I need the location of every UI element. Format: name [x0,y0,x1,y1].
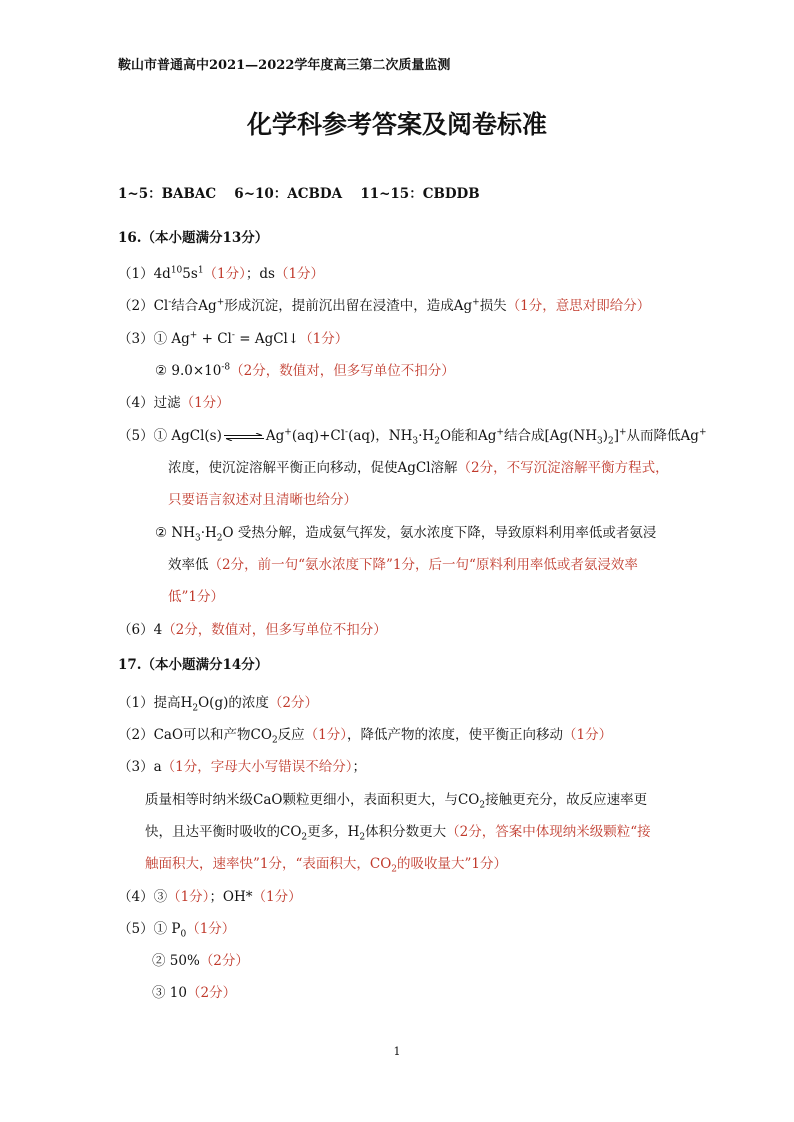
q16-answer-5-2-line2: 效率低（2分，前一句“氨水浓度下降”1分，后一句“原料利用率低或者氨浸效率 [168,557,638,573]
q16-answer-5-1: （5）① AgCl(s) Ag+(aq)+Cl-(aq)，$NH_3\cdot H_2O$能和Ag+结合成$[Ag(NH_3)_2]^+$从而降低Ag+ [118,427,707,447]
q16-answer-1: $(1)4d^{10}5s^1(1$分）；ds（1分） [118,265,325,282]
q16-heading: 16.（本小题满分13分） [118,230,269,246]
q16-answer-2: （2）Cl-结合Ag+形成沉淀，提前沉出留在浸渣中，造成Ag+损失（1分，意思对即给分） [118,297,651,314]
q16-answer-4: （4）过滤（1分） [118,395,230,411]
q17-answer-3-line4: 触面积大，速率快”1分，“表面积大，$CO_2$的吸收量大”1分） [145,856,508,875]
q17-answer-4: （4）③（1分）；OH*（1分） [118,889,302,905]
q17-answer-5-1: （5）① $P_0(1$分） [118,921,236,940]
q16-answer-3-2: ② $9.0\times 10^{-8}(2$分，数值对，但多写单位不扣分） [155,362,455,379]
q16-answer-6: （6）4（2分，数值对，但多写单位不扣分） [118,622,387,638]
q16-answer-5-2: ② $NH_3\cdot H_2O$ 受热分解，造成氨气挥发，氨水浓度下降，导致原料利用率低或者氨浸 [155,525,657,544]
page-number: 1 [393,1045,401,1058]
q17-answer-5-2: ② 50%（2分） [152,953,249,969]
exam-header: 鞍山市普通高中2021—2022学年度高三第二次质量监测 [118,58,451,73]
q17-answer-3-line3: 快，且达平衡时吸收的$CO_2$更多，$H_2$体积分数更大（2分，答案中体现纳米级颗粒“接 [145,824,651,843]
q17-answer-3-line2: 质量相等时纳米级CaO颗粒更细小，表面积更大，与$CO_2$接触更充分，故反应速率更 [145,792,648,811]
q16-answer-5-2-line3: 低”1分） [168,589,224,605]
q16-answer-3-1: （3）① Ag+ + Cl- = AgCl↓（1分） [118,330,349,347]
q16-answer-5-1-line3: 只要语言叙述对且清晰也给分） [168,492,357,508]
page-title: 化学科参考答案及阅卷标准 [246,110,547,139]
q17-answer-1: （1）提高$H_2O(g)$的浓度（2分） [118,695,318,714]
q16-answer-5-1-line2: 浓度，使沉淀溶解平衡正向移动，促使AgCl溶解（2分，不写沉淀溶解平衡方程式， [168,460,669,476]
q17-heading: 17.（本小题满分14分） [118,657,269,673]
q17-answer-5-3: ③ 10（2分） [152,985,237,1001]
q17-answer-3: （3）a（1分，字母大小写错误不给分）； [118,759,366,775]
equilibrium-arrow-icon [224,433,264,441]
q17-answer-2: （2）CaO可以和产物$CO_2$反应（1分），降低产物的浓度，使平衡正向移动（1分） [118,727,613,746]
multiple-choice-answers: 1~5：BABAC 6~10：ACBDA 11~15：CBDDB [118,186,480,202]
